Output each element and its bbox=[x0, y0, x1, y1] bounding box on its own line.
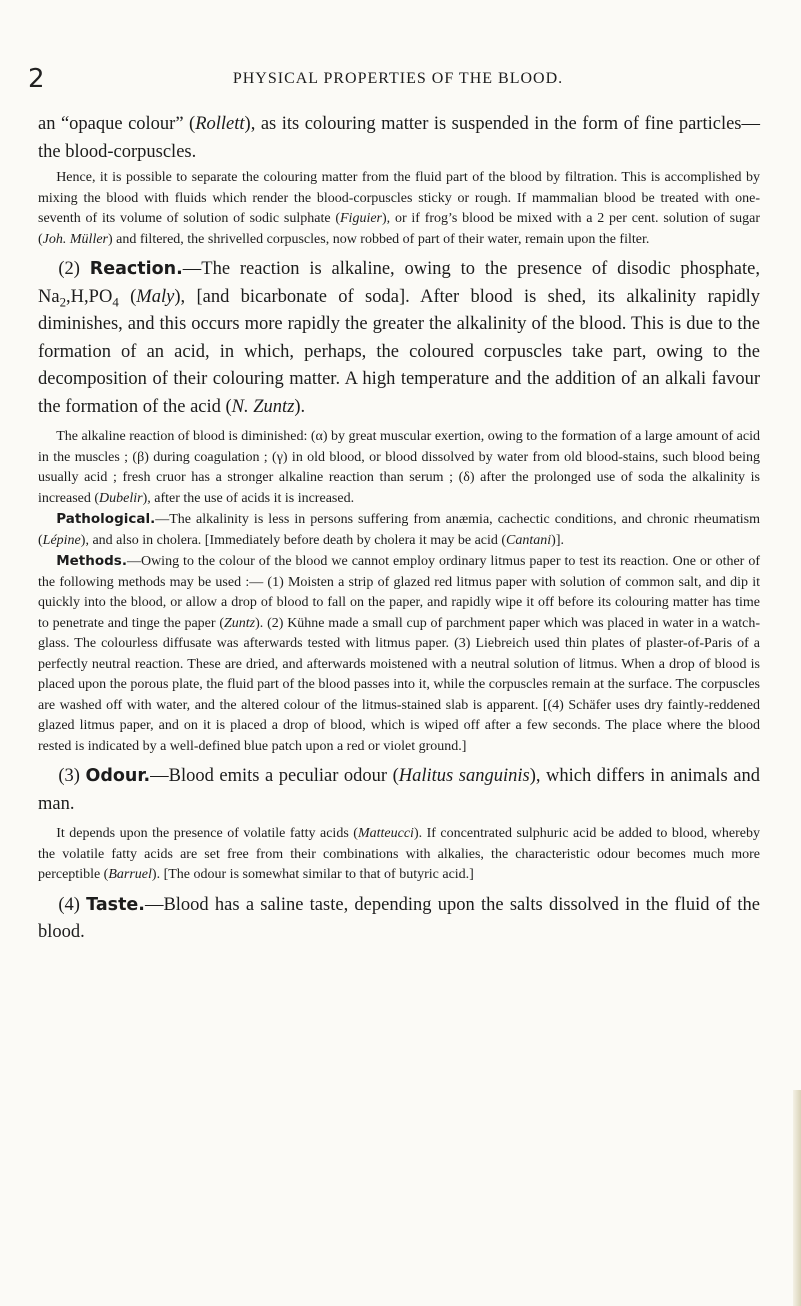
citation: Figuier bbox=[340, 211, 382, 226]
paragraph-odour-detail: It depends upon the presence of volatile fatty acids (Matteucci). If concentrated sulphuric acid be added to blood, whereby the volatile fatty acids are set free from their combinations with alkalies, the characteristic odour becomes much more perceptible (Barruel). [The odour is somewhat similar to that of butyric acid.] bbox=[38, 826, 761, 882]
running-head: PHYSICAL PROPERTIES OF THE BLOOD. bbox=[232, 70, 564, 87]
page-number: 2 bbox=[28, 64, 45, 94]
citation: Lépine bbox=[42, 532, 81, 548]
paragraph-filtration: Hence, it is possible to separate the colouring matter from the fluid part of the blood by filtration. This is accomplished by mixing the blood with fluids which render the blood-corpuscles sticky or rough. If mammalian blood be treated with one-seventh of its volume of solution of sodic sulphate (Figuier), or if frog’s blood be mixed with a 2 per cent. solution of sugar (Joh. Müller) and filtered, the shrivelled corpuscles, now robbed of part of their water, remain upon the filter. bbox=[38, 170, 760, 247]
paragraph-methods: Methods.—Owing to the colour of the blood we cannot employ ordinary litmus paper to test its reaction. One or other of the following methods may be used :— (1) Moisten a strip of glazed red litmus paper with solution of common salt, and dip it quickly into the blood, or allow a drop of blood to fall on the paper, and rapidly wipe it off before its colouring matter has time to penetrate and tinge the paper (Zuntz). (2) Kühne made a small cup of parchment paper which was placed in water in a watch-glass. The colourless diffusate was afterwards tested with litmus paper. (3) Liebreich used thin plates of plaster-of-Paris of a perfectly neutral reaction. These are dried, and afterwards moistened with a neutral solution of litmus. When a drop of blood is placed upon the porous plate, the fluid part of the blood passes into it, while the corpuscles remain at the surface. The corpuscles are washed off with water, and the altered colour of the litmus-stained slab is apparent. [(4) Schäfer uses dry faintly-reddened glazed litmus paper, and on it is placed a drop of blood, which is wiped off after a few seconds. The place where the blood rested is indicated by a well-defined blue patch upon a red or violet ground.] bbox=[38, 553, 760, 754]
subheading-methods: Methods. bbox=[56, 553, 127, 569]
page-edge-shadow bbox=[793, 1090, 801, 1306]
section-taste: (4) Taste.—Blood has a saline taste, depending upon the salts dissolved in the fluid of the blood. bbox=[38, 894, 760, 942]
citation: Cantani bbox=[506, 532, 552, 548]
citation: Barruel bbox=[108, 867, 152, 882]
citation: Maly bbox=[136, 286, 175, 307]
citation: Joh. Müller bbox=[42, 231, 108, 247]
paragraph-colour-continuation: an “opaque colour” (Rollett), as its colouring matter is suspended in the form of fine particles—the blood-corpuscles. bbox=[38, 114, 761, 162]
citation: Rollett bbox=[195, 114, 245, 134]
citation: Halitus sanguinis bbox=[398, 766, 530, 786]
page-header bbox=[28, 64, 768, 94]
paragraph-alkaline-diminished: The alkaline reaction of blood is diminished: (α) by great muscular exertion, owing to the formation of a large amount of acid in the muscles ; (β) during coagulation ; (γ) in old blood, or blood dissolved by water from old blood-stains, such blood being usually acid ; fresh cruor has a stronger alkaline reaction than serum ; (δ) after the prolonged use of soda the alkalinity is increased (Dubelir), after the use of acids it is increased. bbox=[38, 429, 760, 506]
citation: Zuntz bbox=[224, 615, 256, 631]
body-text bbox=[38, 111, 760, 947]
citation: N. Zuntz bbox=[231, 396, 295, 417]
section-heading-odour: Odour. bbox=[85, 766, 151, 786]
section-reaction: (2) Reaction.—The reaction is alkaline, owing to the presence of disodic phosphate, $Na_2,H,PO_4$ (Maly), [and bicarbonate of soda]. After blood is shed, its alkalinity rapidly diminishes, and this occurs more rapidly the greater the alkalinity of the blood. This is due to the formation of an acid, in which, perhaps, the coloured corpuscles take part, owing to the decomposition of their colouring matter. A high temperature and the addition of an alkali favour the formation of the acid (N. Zuntz). bbox=[38, 259, 760, 417]
subheading-pathological: Pathological. bbox=[56, 511, 156, 527]
section-heading-reaction: Reaction. bbox=[89, 259, 183, 279]
citation: Dubelir bbox=[99, 490, 143, 506]
paragraph-pathological: Pathological.—The alkalinity is less in persons suffering from anæmia, cachectic conditions, and chronic rheumatism (Lépine), and also in cholera. [Immediately before death by cholera it may be acid (Cantani)]. bbox=[38, 511, 760, 548]
section-odour: (3) Odour.—Blood emits a peculiar odour (Halitus sanguinis), which differs in animals and man. bbox=[38, 766, 761, 814]
citation: Matteucci bbox=[357, 826, 414, 841]
section-heading-taste: Taste. bbox=[86, 894, 145, 915]
